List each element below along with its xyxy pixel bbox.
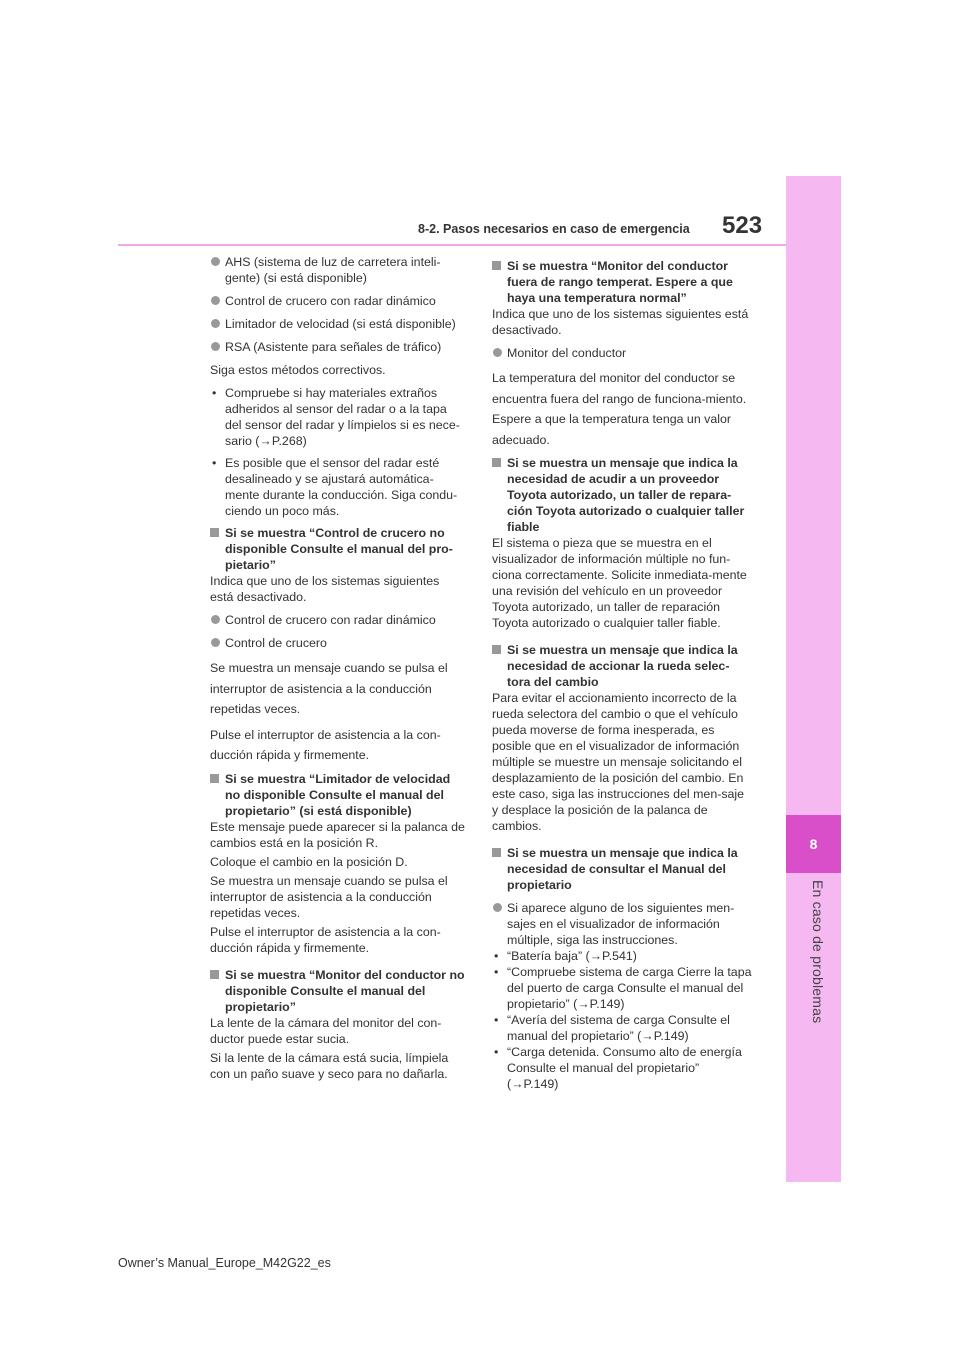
subheading: Si se muestra “Control de crucero no disponible Consulte el manual del pro-pietario” [210,525,465,573]
subheading: Si se muestra un mensaje que indica la necesidad de acudir a un proveedor Toyota autorizado, un taller de repara-ción Toyota autorizado o cualquier taller fiable [492,455,752,535]
manual-name: Owner’s Manual_Europe_M42G22_es [118,1256,331,1270]
list-item: AHS (sistema de luz de carretera inteli-gente) (si está disponible) [210,254,465,286]
dash-item: • “Carga detenida. Consumo alto de energía Consulte el manual del propietario” (→P.149) [492,1044,752,1092]
paragraph: El sistema o pieza que se muestra en el visualizador de información múltiple no fun-ciona correctamente. Solicite inmediata-mente una revisión del vehículo en un proveedor Toyota autorizado, un taller de reparación Toyota autorizado o cualquier taller fiable. [492,536,747,630]
list-item: Control de crucero con radar dinámico [210,612,465,628]
chapter-number: 8 [809,836,818,852]
subheading: Si se muestra un mensaje que indica la necesidad de accionar la rueda selec-tora del cambio [492,642,752,690]
list-item: Limitador de velocidad (si está disponible) [210,316,465,332]
paragraph: Este mensaje puede aparecer si la palanca de cambios está en la posición R. [210,819,465,850]
paragraph: Indica que uno de los sistemas siguientes está desactivado. [492,307,749,337]
paragraph: Para evitar el accionamiento incorrecto de la rueda selectora del cambio o que el vehículo pueda moverse de forma inesperada, es posible que en el visualizador de información múltiple se muestre un mensaje solicitando el desplazamiento de la posición del cambio. En este caso, siga las instrucciones del men-saje y desplace la posición de la palanca de cambios. [492,691,745,833]
subheading: Si se muestra “Monitor del conductor no disponible Consulte el manual del propietario” [210,967,465,1015]
dash-item: • Es posible que el sensor del radar esté desalineado y se ajustará automática-mente durante la conducción. Siga condu-ciendo un poco más. [210,455,465,519]
paragraph: Coloque el cambio en la posición D. [210,854,408,869]
left-column [210,254,465,1082]
right-column [492,254,752,1092]
paragraph: Pulse el interruptor de asistencia a la con-ducción rápida y firmemente. [210,924,441,955]
list-item: RSA (Asistente para señales de tráfico) [210,339,465,355]
dash-item: • “Avería del sistema de carga Consulte el manual del propietario” (→P.149) [492,1012,752,1044]
dash-item: • Compruebe si hay materiales extraños adheridos al sensor del radar o a la tapa del sensor del radar y límpielos si es nece-sario (→P.268) [210,385,465,449]
page-number: 523 [722,212,763,239]
section-title: 8-2. Pasos necesarios en caso de emergencia [418,222,690,236]
paragraph: La lente de la cámara del monitor del con-ductor puede estar sucia. [210,1015,442,1046]
paragraph: Si la lente de la cámara está sucia, límpiela con un paño suave y seco para no dañarla. [210,1050,449,1081]
header-rule [118,244,786,246]
subheading: Si se muestra un mensaje que indica la necesidad de consultar el Manual del propietario [492,845,752,893]
list-item: Si aparece alguno de los siguientes men-sajes en el visualizador de información múltiple, siga las instrucciones. [492,900,752,948]
paragraph: Siga estos métodos correctivos. [210,363,386,377]
dash-item: • “Batería baja” (→P.541) [492,948,752,964]
chapter-title: En caso de problemas [810,880,826,1024]
subheading: Si se muestra “Monitor del conductor fuera de rango temperat. Espere a que haya una temperatura normal” [492,258,752,306]
paragraph: Pulse el interruptor de asistencia a la con-ducción rápida y firmemente. [210,727,441,762]
list-item: Monitor del conductor [492,345,752,361]
list-item: Control de crucero [210,635,465,651]
subheading: Si se muestra “Limitador de velocidad no disponible Consulte el manual del propietario” (si está disponible) [210,771,465,819]
paragraph: Se muestra un mensaje cuando se pulsa el interruptor de asistencia a la conducción repetidas veces. [210,661,448,716]
list-item: Control de crucero con radar dinámico [210,293,465,309]
paragraph: Se muestra un mensaje cuando se pulsa el interruptor de asistencia a la conducción repetidas veces. [210,873,448,920]
dash-item: • “Compruebe sistema de carga Cierre la tapa del puerto de carga Consulte el manual del propietario” (→P.149) [492,964,752,1012]
paragraph: Indica que uno de los sistemas siguientes está desactivado. [210,574,440,604]
paragraph: La temperatura del monitor del conductor se encuentra fuera del rango de funciona-miento. Espere a que la temperatura tenga un valor adecuado. [492,371,747,447]
